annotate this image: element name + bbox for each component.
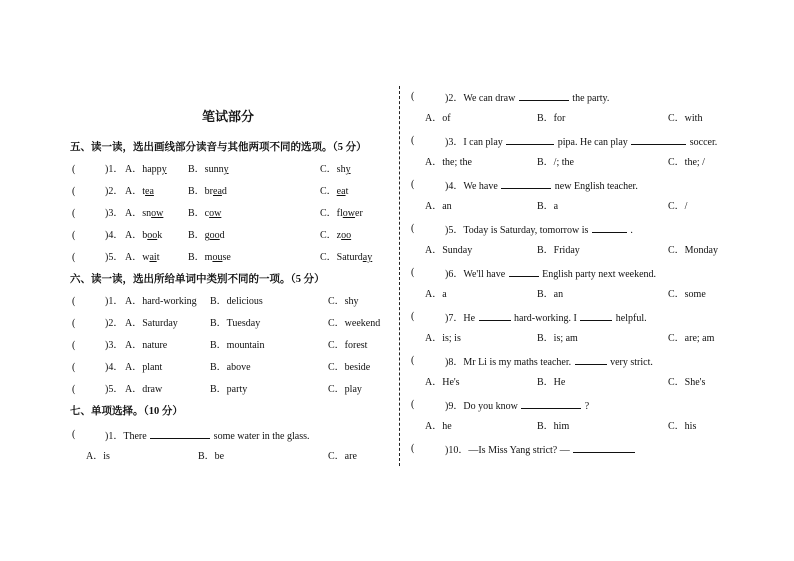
option-b: B．mountain	[210, 340, 265, 351]
option-b: B．Friday	[537, 245, 580, 256]
question-number: )4．	[445, 181, 464, 192]
question-paren: (	[411, 179, 415, 190]
stem-text: ?	[584, 401, 590, 412]
underlined-letters: ay	[362, 252, 373, 263]
stem-text: There	[123, 431, 147, 442]
option-a: A．of	[425, 113, 451, 124]
option-b: B．him	[537, 421, 570, 432]
underlined-letters: ea	[145, 186, 154, 197]
question-paren: (	[72, 252, 76, 263]
question-number: )4．	[105, 230, 124, 241]
question-paren: (	[411, 135, 415, 146]
word-part: t	[142, 186, 146, 197]
option-a	[125, 230, 162, 242]
stem-text: Today is Saturday, tomorrow is	[463, 225, 589, 236]
stem-text: some water in the glass.	[213, 431, 310, 442]
answer-blank	[521, 399, 581, 409]
option-a: A．nature	[125, 340, 168, 351]
option-c: C．are; am	[668, 333, 715, 344]
option-c	[320, 186, 348, 198]
question-stem	[445, 355, 653, 369]
question-stem	[445, 311, 647, 325]
word-part: m	[204, 252, 213, 263]
option-a: A．the; the	[425, 157, 472, 168]
option-c: C．forest	[328, 340, 368, 351]
stem-text: soccer.	[689, 137, 718, 148]
option-c: C．the; /	[668, 157, 705, 168]
word-part: k	[157, 230, 163, 241]
option-b: B．delicious	[210, 296, 263, 307]
option-c: C．shy	[328, 296, 359, 307]
underlined-letters: ow	[151, 208, 164, 219]
underlined-letters: y	[345, 164, 351, 175]
word-part: er	[355, 208, 363, 219]
option-c: C．some	[668, 289, 706, 300]
option-a: A．is	[86, 451, 110, 462]
word-part: sh	[336, 164, 346, 175]
question-paren: (	[72, 384, 76, 395]
word-part: se	[222, 252, 231, 263]
underlined-letters: ea	[213, 186, 222, 197]
option-a: A．plant	[125, 362, 163, 373]
option-label: A．	[125, 230, 143, 241]
stem-text: We can draw	[463, 93, 516, 104]
word-part: w	[142, 252, 150, 263]
word-part: d	[219, 230, 225, 241]
stem-text: —Is Miss Yang strict? —	[468, 445, 570, 456]
question-number: )3．	[105, 340, 124, 351]
question-paren: (	[411, 267, 415, 278]
option-a: A．He's	[425, 377, 460, 388]
stem-text: hard-working. I	[514, 313, 577, 324]
underlined-letters: ai	[149, 252, 157, 263]
option-b: B．He	[537, 377, 566, 388]
question-stem	[445, 223, 633, 237]
question-paren: (	[411, 355, 415, 366]
answer-blank	[575, 355, 607, 365]
stem-text: I can play	[463, 137, 503, 148]
option-label: A．	[125, 208, 143, 219]
option-c: C．are	[328, 451, 357, 462]
stem-text: Mr Li is my maths teacher.	[463, 357, 572, 368]
question-stem	[445, 91, 609, 105]
question-number: )3．	[105, 208, 124, 219]
stem-text: very strict.	[610, 357, 653, 368]
question-number: )5．	[105, 252, 124, 263]
option-a	[125, 164, 167, 176]
answer-blank	[573, 443, 635, 453]
option-label: A．	[125, 252, 143, 263]
underlined-letters: y	[223, 164, 229, 175]
underlined-letters: ow	[209, 208, 222, 219]
question-stem	[445, 399, 589, 413]
question-paren: (	[72, 429, 76, 440]
question-number: )2．	[105, 186, 124, 197]
question-number: )2．	[105, 318, 124, 329]
stem-text: new English teacher.	[554, 181, 638, 192]
question-number: )6．	[445, 269, 464, 280]
option-label: C．	[320, 186, 337, 197]
option-b	[188, 164, 229, 176]
answer-blank	[519, 91, 569, 101]
question-paren: (	[72, 296, 76, 307]
section-6-heading: 六、读一读，选出所给单词中类别不同的一项。（5 分）	[70, 274, 325, 285]
question-paren: (	[411, 311, 415, 322]
option-c: C．Monday	[668, 245, 718, 256]
option-b: B．party	[210, 384, 248, 395]
column-divider	[399, 86, 400, 466]
option-b: B．above	[210, 362, 251, 373]
option-a: A．draw	[125, 384, 163, 395]
underlined-letters: ow	[342, 208, 356, 219]
question-paren: (	[72, 186, 76, 197]
option-b: B．/; the	[537, 157, 574, 168]
option-label: B．	[188, 164, 205, 175]
option-c: C．weekend	[328, 318, 381, 329]
answer-blank	[631, 135, 686, 145]
option-c	[320, 208, 363, 220]
page-title: 笔试部分	[202, 110, 255, 125]
option-b	[188, 186, 227, 198]
question-stem	[445, 267, 656, 281]
question-paren: (	[72, 318, 76, 329]
question-number: )1．	[105, 164, 124, 175]
option-label: B．	[188, 230, 205, 241]
word-part: br	[204, 186, 214, 197]
option-label: C．	[320, 164, 337, 175]
option-a: A．he	[425, 421, 452, 432]
section-5-heading: 五、读一读，选出画线部分读音与其他两项不同的选项。（5 分）	[70, 142, 367, 153]
option-label: C．	[320, 208, 337, 219]
option-a: A．a	[425, 289, 447, 300]
question-paren: (	[72, 230, 76, 241]
option-b: B．be	[198, 451, 225, 462]
question-stem	[445, 135, 717, 149]
stem-text: We'll have	[463, 269, 506, 280]
question-stem	[445, 443, 636, 457]
option-a	[125, 208, 163, 220]
option-b: B．Tuesday	[210, 318, 261, 329]
answer-blank	[501, 179, 551, 189]
option-c: C．his	[668, 421, 697, 432]
question-number: )3．	[445, 137, 464, 148]
question-number: )1．	[105, 296, 124, 307]
question-paren: (	[72, 340, 76, 351]
word-part: Saturd	[336, 252, 363, 263]
question-paren: (	[72, 164, 76, 175]
question-number: )4．	[105, 362, 124, 373]
option-a: A．an	[425, 201, 452, 212]
option-label: A．	[125, 186, 143, 197]
stem-text: .	[630, 225, 633, 236]
option-a	[125, 252, 159, 264]
option-b: B．is; am	[537, 333, 578, 344]
word-part: d	[221, 186, 227, 197]
question-number: )8．	[445, 357, 464, 368]
answer-blank	[506, 135, 554, 145]
question-stem	[445, 179, 638, 193]
question-number: )9．	[445, 401, 464, 412]
question-paren: (	[411, 443, 415, 454]
underlined-letters: ea	[336, 186, 346, 197]
word-part: t	[345, 186, 349, 197]
option-label: B．	[188, 186, 205, 197]
option-b: B．for	[537, 113, 566, 124]
word-part: t	[156, 252, 160, 263]
answer-blank	[592, 223, 627, 233]
option-c	[320, 252, 372, 264]
option-c: C．play	[328, 384, 362, 395]
answer-blank	[509, 267, 539, 277]
question-number: )5．	[105, 384, 124, 395]
option-b	[188, 208, 221, 220]
question-number: )1．	[105, 431, 124, 442]
option-c	[320, 230, 351, 242]
question-number: )7．	[445, 313, 464, 324]
option-a: A．Saturday	[125, 318, 178, 329]
underlined-letters: oo	[341, 230, 352, 241]
word-part: sunn	[204, 164, 224, 175]
option-label: C．	[320, 230, 337, 241]
option-a: A．Sunday	[425, 245, 473, 256]
question-paren: (	[411, 91, 415, 102]
stem-text: the party.	[572, 93, 610, 104]
option-a: A．hard-working	[125, 296, 197, 307]
option-label: C．	[320, 252, 337, 263]
stem-text: helpful.	[615, 313, 647, 324]
stem-text: He	[463, 313, 476, 324]
question-number: )5．	[445, 225, 464, 236]
section-7-heading: 七、单项选择。（10 分）	[70, 406, 183, 417]
option-b: B．a	[537, 201, 559, 212]
word-part: b	[142, 230, 148, 241]
question-number: )10．	[445, 445, 469, 456]
option-label: B．	[188, 208, 205, 219]
underlined-letters: y	[161, 164, 167, 175]
option-c: C．She's	[668, 377, 706, 388]
underlined-letters: oo	[209, 230, 220, 241]
option-c: C．with	[668, 113, 703, 124]
answer-blank	[150, 429, 210, 439]
underlined-letters: oo	[147, 230, 158, 241]
option-c: C．/	[668, 201, 688, 212]
option-a	[125, 186, 154, 198]
answer-blank	[580, 311, 612, 321]
stem-text: We have	[463, 181, 498, 192]
question-paren: (	[72, 208, 76, 219]
stem-text: pipa. He can play	[557, 137, 628, 148]
option-b: B．an	[537, 289, 564, 300]
word-part: happ	[142, 164, 162, 175]
answer-blank	[479, 311, 511, 321]
stem-text: Do you know	[463, 401, 518, 412]
option-b	[188, 230, 225, 242]
word-part: c	[204, 208, 210, 219]
word-part: g	[204, 230, 210, 241]
option-label: B．	[188, 252, 205, 263]
option-b	[188, 252, 231, 264]
question-paren: (	[411, 399, 415, 410]
question-number: )2．	[445, 93, 464, 104]
question-paren: (	[72, 362, 76, 373]
stem-text: English party next weekend.	[542, 269, 657, 280]
word-part: z	[336, 230, 342, 241]
question-stem	[105, 429, 309, 443]
option-a: A．is; is	[425, 333, 461, 344]
word-part: sn	[142, 208, 152, 219]
word-part: fl	[336, 208, 343, 219]
underlined-letters: ou	[212, 252, 223, 263]
option-c: C．beside	[328, 362, 371, 373]
option-label: A．	[125, 164, 143, 175]
option-c	[320, 164, 351, 176]
question-paren: (	[411, 223, 415, 234]
